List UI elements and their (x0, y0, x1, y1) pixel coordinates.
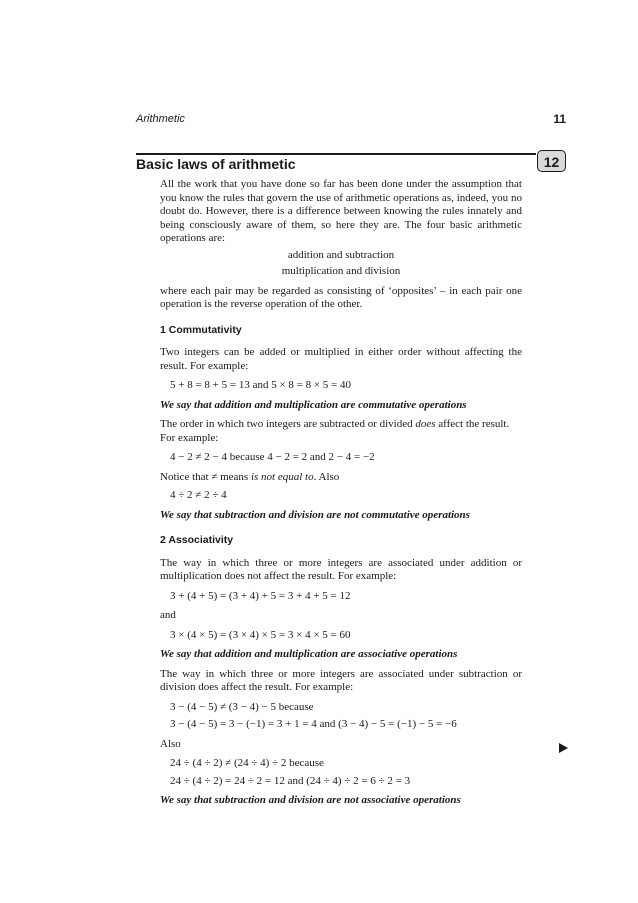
commutativity-rule-2: We say that subtraction and division are not commutative operations (160, 508, 470, 521)
associativity-example-6: 24 ÷ (4 ÷ 2) = 24 ÷ 2 = 12 and (24 ÷ 4) ÷ 2 = 6 ÷ 2 = 3 (170, 774, 411, 787)
associativity-paragraph: The way in which three or more integers are associated under addition or multiplication does not affect the result. For example: (160, 556, 522, 582)
commutativity-paragraph-2 (160, 418, 522, 445)
associativity-paragraph-2: The way in which three or more integers are associated under subtraction or division does affect the result. For example: (160, 667, 522, 693)
operation-pair-1: addition and subtraction (287, 248, 395, 261)
notice-text-a: Notice that ≠ means (160, 470, 251, 483)
associativity-and: and (160, 609, 176, 621)
running-head (136, 113, 566, 129)
para-text-a: The order in which two integers are subtracted or divided (160, 418, 416, 430)
notice-text-b: . Also (313, 470, 340, 483)
commutativity-example-3: 4 ÷ 2 ≠ 2 ÷ 4 (170, 489, 227, 501)
notice-text-emphasis: is not equal to (250, 470, 314, 483)
commutativity-rule-1: We say that addition and multiplication are commutative operations (160, 398, 467, 411)
associativity-also: Also (160, 737, 181, 750)
para-text-b: affect the result. For example: (160, 418, 510, 444)
frame-number-badge: 12 (537, 150, 566, 172)
associativity-example-4: 3 − (4 − 5) = 3 − (−1) = 3 + 1 = 4 and (3 − 4) − 5 = (−1) − 5 = −6 (170, 718, 457, 730)
commutativity-example-1: 5 + 8 = 8 + 5 = 13 and 5 × 8 = 8 × 5 = 40 (170, 379, 352, 391)
associativity-heading: 2 Associativity (160, 534, 234, 546)
frame-content (160, 178, 522, 808)
intro-paragraph: All the work that you have done so far has been done under the assumption that you know the rules that govern the use of arithmetic operations as, indeed, you no doubt do. However, there is a difference between knowing the rules innately and being consciously aware of them, so here they are. The four basic arithmetic operations are: (160, 178, 522, 244)
running-head-title: Arithmetic (136, 113, 185, 125)
notice-line (160, 471, 522, 485)
section-header (136, 150, 566, 176)
operation-pair-2: multiplication and division (281, 265, 401, 277)
section-rule (136, 153, 536, 155)
associativity-example-5: 24 ÷ (4 ÷ 2) ≠ (24 ÷ 4) ÷ 2 because (170, 757, 324, 769)
page-number: 11 (553, 112, 566, 126)
section-title: Basic laws of arithmetic (136, 156, 296, 172)
associativity-example-2: 3 × (4 × 5) = (3 × 4) × 5 = 3 × 4 × 5 = 60 (170, 628, 351, 641)
commutativity-example-2: 4 − 2 ≠ 2 − 4 because 4 − 2 = 2 and 2 − 4 = −2 (170, 451, 375, 463)
associativity-example-1: 3 + (4 + 5) = (3 + 4) + 5 = 3 + 4 + 5 = 12 (170, 589, 351, 602)
associativity-rule-1: We say that addition and multiplication are associative operations (160, 648, 458, 660)
associativity-rule-2: We say that subtraction and division are not associative operations (160, 794, 461, 806)
next-frame-arrow-icon (559, 743, 568, 753)
commutativity-paragraph: Two integers can be added or multiplied in either order without affecting the result. For example: (160, 346, 522, 372)
associativity-example-3: 3 − (4 − 5) ≠ (3 − 4) − 5 because (170, 700, 314, 713)
intro-paragraph-2: where each pair may be regarded as consisting of ‘opposites’ – in each pair one operation is the reverse operation of the other. (160, 284, 522, 310)
commutativity-heading: 1 Commutativity (160, 323, 242, 336)
para-text-emphasis: does (415, 418, 436, 430)
